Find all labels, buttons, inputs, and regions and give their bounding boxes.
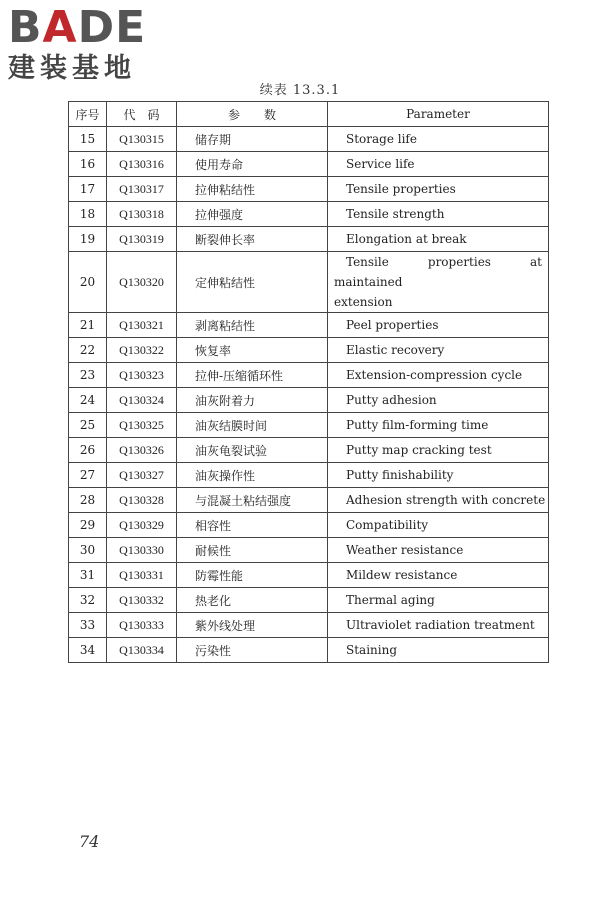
bade-logo xyxy=(8,2,173,86)
row-num: 28 xyxy=(69,488,107,513)
row-en: Putty adhesion xyxy=(328,388,549,413)
row-en: Elastic recovery xyxy=(328,338,549,363)
table-row xyxy=(69,438,549,463)
row-num: 18 xyxy=(69,202,107,227)
row-code: Q130316 xyxy=(107,152,177,177)
table-caption: 续表 13.3.1 xyxy=(259,83,341,98)
row-cn: 油灰龟裂试验 xyxy=(177,438,328,463)
row-en: Mildew resistance xyxy=(328,563,549,588)
row-cn: 紫外线处理 xyxy=(177,613,328,638)
row-en: Tensile strength xyxy=(328,202,549,227)
row-cn: 热老化 xyxy=(177,588,328,613)
table-row xyxy=(69,313,549,338)
row-code: Q130318 xyxy=(107,202,177,227)
row-cn: 定伸粘结性 xyxy=(177,252,328,313)
row-code: Q130320 xyxy=(107,252,177,313)
header-code: 代 码 xyxy=(107,102,177,127)
row-cn: 污染性 xyxy=(177,638,328,663)
table-row xyxy=(69,538,549,563)
logo-wordmark: BADE xyxy=(8,2,147,53)
row-code: Q130328 xyxy=(107,488,177,513)
row-num: 16 xyxy=(69,152,107,177)
row-en: Putty map cracking test xyxy=(328,438,549,463)
row-cn: 恢复率 xyxy=(177,338,328,363)
row-code: Q130325 xyxy=(107,413,177,438)
table-row xyxy=(69,388,549,413)
row-en: Ultraviolet radiation treatment xyxy=(328,613,549,638)
row-num: 22 xyxy=(69,338,107,363)
row-num: 15 xyxy=(69,127,107,152)
row-cn: 拉伸-压缩循环性 xyxy=(177,363,328,388)
table-row xyxy=(69,463,549,488)
row-code: Q130324 xyxy=(107,388,177,413)
row-code: Q130327 xyxy=(107,463,177,488)
row-en: Weather resistance xyxy=(328,538,549,563)
row-code: Q130317 xyxy=(107,177,177,202)
row-num: 17 xyxy=(69,177,107,202)
row-code: Q130330 xyxy=(107,538,177,563)
row-cn: 储存期 xyxy=(177,127,328,152)
row-en: Adhesion strength with concrete xyxy=(328,488,549,513)
row-cn: 使用寿命 xyxy=(177,152,328,177)
logo-chinese-text: 建装基地 xyxy=(8,53,136,84)
row-cn: 油灰附着力 xyxy=(177,388,328,413)
row-code: Q130321 xyxy=(107,313,177,338)
logo-accent-letter: A xyxy=(42,2,78,53)
table-row xyxy=(69,202,549,227)
row-code: Q130315 xyxy=(107,127,177,152)
table-row xyxy=(69,413,549,438)
row-code: Q130322 xyxy=(107,338,177,363)
row-num: 31 xyxy=(69,563,107,588)
row-en: Elongation at break xyxy=(328,227,549,252)
row-num: 20 xyxy=(69,252,107,313)
table-row xyxy=(69,363,549,388)
table-row xyxy=(69,563,549,588)
row-code: Q130333 xyxy=(107,613,177,638)
row-code: Q130334 xyxy=(107,638,177,663)
parameter-table xyxy=(68,101,549,663)
row-code: Q130332 xyxy=(107,588,177,613)
row-num: 19 xyxy=(69,227,107,252)
row-en: Thermal aging xyxy=(328,588,549,613)
row-en: Extension-compression cycle xyxy=(328,363,549,388)
row-en: Peel properties xyxy=(328,313,549,338)
table-row xyxy=(69,513,549,538)
row-en: Tensile properties xyxy=(328,177,549,202)
row-cn: 油灰操作性 xyxy=(177,463,328,488)
row-num: 24 xyxy=(69,388,107,413)
header-cn: 参 数 xyxy=(177,102,328,127)
row-cn: 相容性 xyxy=(177,513,328,538)
row-code: Q130326 xyxy=(107,438,177,463)
row-num: 27 xyxy=(69,463,107,488)
row-en-line1: Tensile properties at maintained xyxy=(334,255,542,289)
page-number: 74 xyxy=(79,832,100,851)
table-row xyxy=(69,638,549,663)
row-cn: 防霉性能 xyxy=(177,563,328,588)
row-num: 25 xyxy=(69,413,107,438)
row-cn: 油灰结膜时间 xyxy=(177,413,328,438)
row-en: Staining xyxy=(328,638,549,663)
row-cn: 拉伸强度 xyxy=(177,202,328,227)
row-num: 33 xyxy=(69,613,107,638)
row-num: 23 xyxy=(69,363,107,388)
row-code: Q130331 xyxy=(107,563,177,588)
table-row xyxy=(69,488,549,513)
table-row xyxy=(69,152,549,177)
table-row xyxy=(69,227,549,252)
row-en: Compatibility xyxy=(328,513,549,538)
row-code: Q130329 xyxy=(107,513,177,538)
table-row xyxy=(69,252,549,313)
table-header-row xyxy=(69,102,549,127)
row-code: Q130323 xyxy=(107,363,177,388)
table-row xyxy=(69,177,549,202)
header-num: 序号 xyxy=(69,102,107,127)
row-en: Storage life xyxy=(328,127,549,152)
header-en: Parameter xyxy=(328,102,549,127)
row-cn: 与混凝土粘结强度 xyxy=(177,488,328,513)
row-en: Putty finishability xyxy=(328,463,549,488)
row-cn: 剥离粘结性 xyxy=(177,313,328,338)
row-cn: 断裂伸长率 xyxy=(177,227,328,252)
row-num: 26 xyxy=(69,438,107,463)
row-en: Putty film-forming time xyxy=(328,413,549,438)
row-code: Q130319 xyxy=(107,227,177,252)
table-row xyxy=(69,127,549,152)
row-num: 30 xyxy=(69,538,107,563)
row-num: 29 xyxy=(69,513,107,538)
row-num: 21 xyxy=(69,313,107,338)
row-en: Service life xyxy=(328,152,549,177)
row-cn: 拉伸粘结性 xyxy=(177,177,328,202)
table-row xyxy=(69,588,549,613)
table-row xyxy=(69,613,549,638)
row-en xyxy=(328,252,549,313)
row-num: 34 xyxy=(69,638,107,663)
row-en-line2: extension xyxy=(334,295,393,309)
table-row xyxy=(69,338,549,363)
row-cn: 耐候性 xyxy=(177,538,328,563)
row-num: 32 xyxy=(69,588,107,613)
